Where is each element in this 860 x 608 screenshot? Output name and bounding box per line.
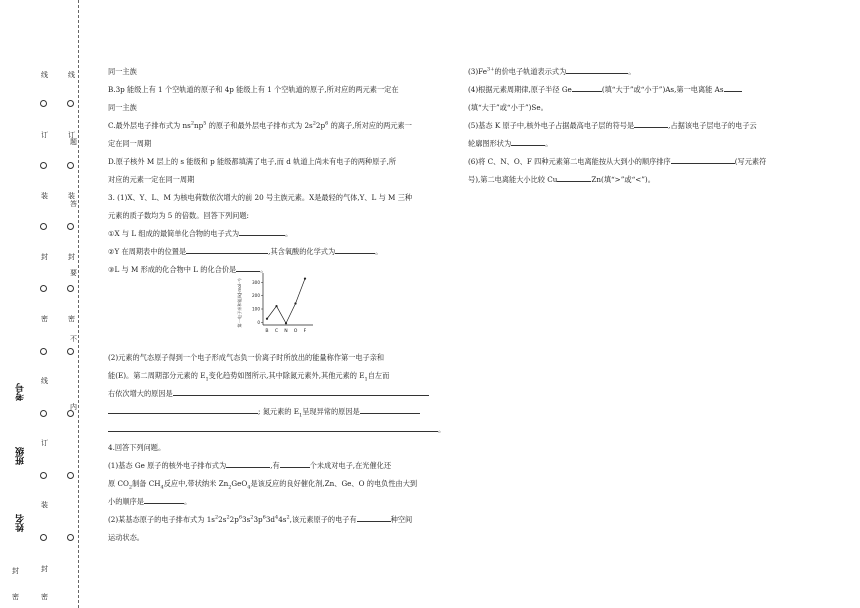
answer-blank[interactable] [724, 82, 742, 92]
text-line: (6)将 C、N、O、F 四种元素第二电离能按从大到小的顺序排序 (写元素符 [468, 153, 848, 171]
text-line: (填“大于”或“小于”)Se。 [468, 103, 548, 112]
binding-mark: 订 [68, 131, 75, 139]
binding-mark: 装 [68, 192, 75, 200]
binding-mark: 封 [68, 253, 75, 261]
binding-circle [40, 285, 47, 292]
left-column [108, 63, 453, 279]
binding-circle [40, 534, 47, 541]
text-line: (5)基态 K 原子中,核外电子占据最高电子层的符号是 ,占据该电子层电子的电子云 [468, 117, 848, 135]
warning-char: 答 [70, 200, 77, 208]
y-tick-label: 100 [252, 306, 260, 312]
answer-blank[interactable] [357, 512, 391, 522]
warning-column [70, 0, 80, 608]
binding-circle [40, 223, 47, 230]
exam-number-label: 考号 [16, 383, 26, 401]
text-line: 定在同一周期 [108, 139, 152, 148]
text-line: (4)根据元素周期律,原子半径 Ge (填“大于”或“小于”)As,第一电离能 As [468, 81, 848, 99]
y-axis-label: 第一电子亲和能(kJ·mol⁻¹) [237, 278, 242, 328]
binding-mark: 线 [41, 71, 48, 79]
x-tick-label: F [303, 329, 307, 334]
binding-circle [40, 348, 47, 355]
text-line: 原 $CO_2$制备 $CH_4$反应中,带状纳米 $Zn_2GeO_4$是该反应的良好催化剂,Zn、Ge、O 的电负性由大到 [108, 479, 418, 491]
binding-circle [40, 100, 47, 107]
x-tick-label: B [265, 329, 269, 334]
chart-svg [235, 269, 325, 339]
answer-blank[interactable] [572, 82, 602, 92]
answer-blank[interactable] [108, 422, 438, 432]
right-column [468, 63, 848, 189]
binding-mark: 订 [41, 131, 48, 139]
binding-mark: 装 [41, 501, 48, 509]
warning-char: 题 [70, 138, 77, 146]
text-line: 3. (1)X、Y、L、M 为核电荷数依次增大的前 20 号主族元素。X是最轻的气体,Y、L 与 M 三种 [108, 193, 413, 202]
text-line: 能(E)。第二周期部分元素的 $E_1$变化趋势如图所示,其中除氮元素外,其他元素的 $E_1$自左而 [108, 371, 390, 383]
answer-blank[interactable] [511, 136, 545, 146]
electron-affinity-chart [235, 269, 325, 339]
binding-circle [40, 410, 47, 417]
binding-mark: 线 [68, 71, 75, 79]
class-label: 班级 [16, 447, 26, 465]
answer-blank[interactable] [239, 226, 285, 236]
text-line: (2)元素的气态原子得到一个电子形成气态负一价离子时所放出的能量称作第一电子亲和 [108, 353, 385, 362]
text-line: B.3p 能级上有 1 个空轨道的原子和 4p 能级上有 1 个空轨道的原子,所对应的两元素一定在 [108, 85, 399, 94]
binding-circle [40, 162, 47, 169]
binding-margin [0, 0, 80, 608]
binding-mark: 密 [68, 315, 75, 323]
binding-mark: 密 [41, 315, 48, 323]
binding-mark: 密 [12, 593, 19, 601]
answer-blank[interactable] [671, 154, 735, 164]
text-line: 小的顺序是 。 [108, 493, 453, 511]
answer-blank[interactable] [566, 64, 628, 74]
answer-blank[interactable] [226, 458, 270, 468]
y-tick-label: 200 [252, 293, 260, 299]
text-line: 同一主族 [108, 67, 137, 76]
binding-circle [40, 472, 47, 479]
answer-blank[interactable] [144, 494, 184, 504]
binding-mark: 线 [41, 377, 48, 385]
answer-blank[interactable] [108, 404, 258, 414]
y-tick-label: 0 [257, 319, 260, 325]
text-line: 右依次增大的原因是 [108, 385, 453, 403]
text-line: 4.回答下列问题。 [108, 443, 166, 452]
answer-blank[interactable] [186, 244, 268, 254]
text-line: 号),第二电离能大小比较 Cu Zn(填“>”或“<”)。 [468, 171, 848, 189]
binding-mark: 密 [41, 593, 48, 601]
data-point [304, 278, 306, 280]
text-line: 同一主族 [108, 103, 137, 112]
answer-blank[interactable] [335, 244, 375, 254]
text-line: 。 [108, 421, 453, 439]
text-line: ③L 与 M 形成的化合物中 L 的化合价是 。 [108, 261, 453, 279]
answer-blank[interactable] [557, 172, 591, 182]
warning-char: 内 [70, 403, 77, 411]
y-tick-label: 300 [252, 279, 260, 285]
left-column-lower [108, 349, 453, 547]
text-line: ①X 与 L 组成的最简单化合物的电子式为 。 [108, 225, 453, 243]
x-tick-label: N [284, 329, 288, 334]
binding-mark: 封 [41, 565, 48, 573]
text-line: (2)某基态原子的电子排布式为 $1s^22s^22p^63s^23p^63d^44s^2$,该元素原子的电子有 种空间 [108, 511, 453, 529]
text-line: D.原子核外 M 层上的 s 能级和 p 能级都填满了电子,而 d 轨道上尚未有电子的两种原子,所 [108, 157, 397, 166]
x-tick-label: O [293, 329, 298, 334]
text-line: ; 氮元素的 $E_1$呈现异常的原因是 [108, 403, 453, 421]
warning-char: 不 [70, 335, 77, 343]
answer-blank[interactable] [173, 386, 429, 396]
data-point [266, 318, 268, 320]
text-line: 轮廓图形状为 。 [468, 135, 848, 153]
data-point [294, 302, 296, 304]
text-line: C.最外层电子排布式为 $ns^2np^5$ 的原子和最外层电子排布式为 $2s^22p^6$ 的离子,所对应的两元素一 [108, 120, 412, 130]
binding-mark: 装 [41, 192, 48, 200]
text-line: 运动状态。 [108, 533, 144, 542]
x-tick-label: C [274, 329, 279, 334]
text-line: 对应的元素一定在同一周期 [108, 175, 195, 184]
name-label: 姓名 [16, 514, 26, 532]
binding-mark: 封 [12, 567, 19, 575]
data-point [275, 305, 277, 307]
answer-blank[interactable] [634, 118, 668, 128]
answer-blank[interactable] [360, 404, 420, 414]
text-line: (1)基态 Ge 原子的核外电子排布式为 ,有 个未成对电子,在光催化还 [108, 457, 453, 475]
warning-char: 要 [70, 269, 77, 277]
data-point [285, 322, 287, 324]
binding-mark: 订 [41, 439, 48, 447]
text-line: $(3)Fe^{3+}$的价电子轨道表示式为 。 [468, 63, 848, 81]
answer-blank[interactable] [280, 458, 310, 468]
text-line: ②Y 在周期表中的位置是 ,其含氧酸的化学式为 。 [108, 243, 453, 261]
series-line [267, 279, 305, 324]
text-line: 元素的质子数均为 5 的倍数。回答下列问题: [108, 211, 249, 220]
binding-mark: 封 [41, 253, 48, 261]
